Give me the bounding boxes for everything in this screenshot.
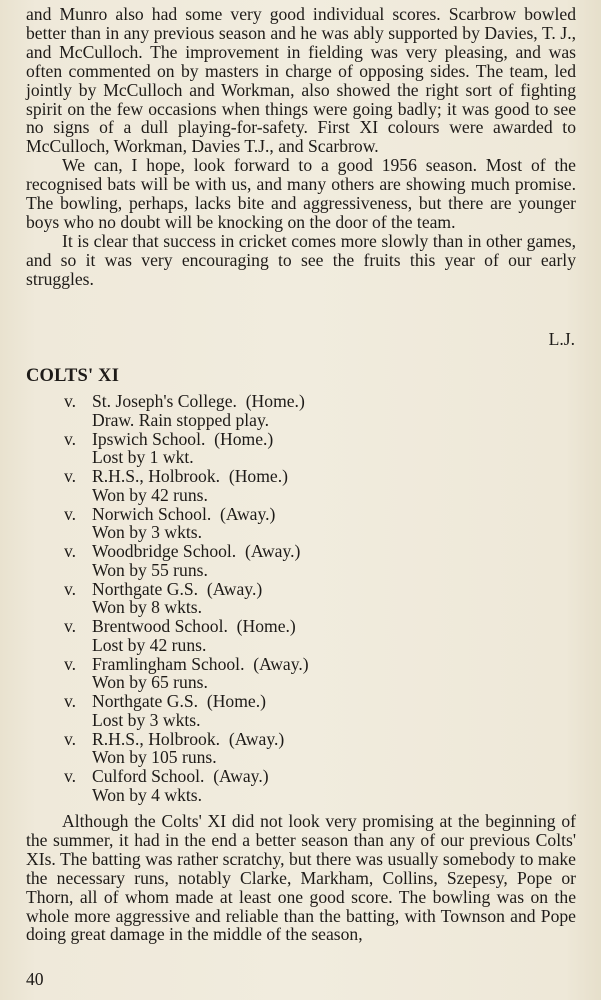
fixture-opponent: Woodbridge School. — [92, 541, 237, 561]
fixture-opponent: Culford School. — [92, 766, 205, 786]
report-paragraph-1: and Munro also had some very good individual scores. Scarbrow bowled better than in any previous season and he was ably supported by Davies, T. J., and McCulloch. The improvement in fielding was very pleasing, and was often commented on by masters in charge of opposing sides. The team, led jointly by McCulloch and Workman, also showed the right sort of fighting spirit on the few occasions when things were going badly; it was good to see no signs of a dull playing-for-safety. First XI colours were awarded to McCulloch, Workman, Davies T.J., and Scarbrow. — [26, 4, 576, 157]
first-xi-report — [26, 5, 576, 289]
fixture-item — [64, 692, 504, 730]
fixture-opponent: R.H.S., Holbrook. — [92, 466, 221, 486]
fixture-prefix: v. — [64, 616, 77, 636]
fixture-prefix: v. — [64, 466, 77, 486]
fixture-venue: (Away.) — [213, 766, 269, 786]
fixture-venue: (Home.) — [245, 391, 305, 411]
fixture-result: Draw. Rain stopped play. — [92, 409, 270, 430]
report-paragraph-2: We can, I hope, look forward to a good 1956 season. Most of the recognised bats will be with us, and many others are showing much promise. The bowling, perhaps, lacks bite and aggressiveness, but there are younger boys who no doubt will be knocking on the door of the team. — [26, 155, 576, 232]
fixture-venue: (Away.) — [253, 653, 309, 674]
fixture-opponent: Brentwood School. — [92, 616, 228, 636]
fixture-venue: (Home.) — [214, 428, 274, 449]
fixture-item — [64, 505, 504, 543]
fixture-item — [64, 580, 504, 618]
fixture-result: Won by 8 wkts. — [92, 597, 203, 618]
fixture-result: Lost by 3 wkts. — [92, 709, 201, 730]
fixture-result: Won by 65 runs. — [92, 672, 208, 693]
author-signature: L.J. — [548, 329, 575, 349]
fixture-item — [64, 617, 504, 655]
fixture-opponent: Northgate G.S. — [92, 691, 199, 711]
fixture-list — [64, 392, 504, 805]
fixture-venue: (Away.) — [228, 728, 285, 749]
fixture-prefix: v. — [64, 728, 77, 749]
fixture-venue: (Home.) — [228, 466, 288, 486]
fixture-result: Won by 4 wkts. — [92, 784, 203, 805]
fixture-opponent: Norwich School. — [92, 503, 212, 524]
fixture-result: Won by 105 runs. — [92, 747, 217, 768]
fixture-opponent: Northgate G.S. — [92, 578, 199, 599]
fixture-result: Won by 55 runs. — [92, 559, 208, 580]
section-heading-colts: COLTS' XI — [26, 366, 120, 386]
fixture-item — [64, 542, 504, 580]
colts-report-paragraph: Although the Colts' XI did not look very promising at the beginning of the summer, it had in the end a better season than any of our previous Colts' XIs. The batting was rather scratchy, but there was usually somebody to make the necessary runs, notably Clarke, Markham, Collins, Szepesy, Pope or Thorn, all of whom made at least one good score. The bowling was on the whole more aggressive and reliable than the batting, with Townson and Pope doing great damage in the middle of the season, — [26, 811, 576, 945]
fixture-prefix: v. — [64, 541, 77, 561]
fixture-prefix: v. — [64, 691, 77, 711]
fixture-item — [64, 430, 504, 468]
fixture-item — [64, 730, 504, 768]
fixture-result: Won by 3 wkts. — [92, 522, 203, 543]
fixture-prefix: v. — [64, 653, 77, 674]
fixture-opponent: Ipswich School. — [92, 428, 206, 449]
fixture-opponent: Framlingham School. — [92, 653, 245, 674]
fixture-venue: (Away.) — [220, 503, 276, 524]
fixture-venue: (Away.) — [245, 541, 301, 561]
fixture-result: Lost by 1 wkt. — [92, 447, 194, 468]
fixture-prefix: v. — [64, 766, 77, 786]
fixture-result: Lost by 42 runs. — [92, 634, 207, 655]
report-paragraph-3: It is clear that success in cricket comes more slowly than in other games, and so it was very encouraging to see the fruits this year of our early struggles. — [26, 230, 576, 289]
fixture-venue: (Home.) — [236, 616, 296, 636]
fixture-venue: (Home.) — [206, 691, 266, 711]
colts-report — [26, 812, 576, 944]
fixture-venue: (Away.) — [206, 578, 263, 599]
fixture-prefix: v. — [64, 391, 77, 411]
fixture-item — [64, 392, 504, 430]
fixture-result: Won by 42 runs. — [92, 484, 208, 505]
fixture-prefix: v. — [64, 578, 77, 599]
fixture-item — [64, 767, 504, 805]
fixture-item — [64, 655, 504, 693]
fixture-opponent: St. Joseph's College. — [92, 391, 237, 411]
fixture-prefix: v. — [64, 503, 77, 524]
fixture-item — [64, 467, 504, 505]
fixture-prefix: v. — [64, 428, 77, 449]
fixture-opponent: R.H.S., Holbrook. — [92, 728, 221, 749]
page-number: 40 — [26, 969, 44, 989]
